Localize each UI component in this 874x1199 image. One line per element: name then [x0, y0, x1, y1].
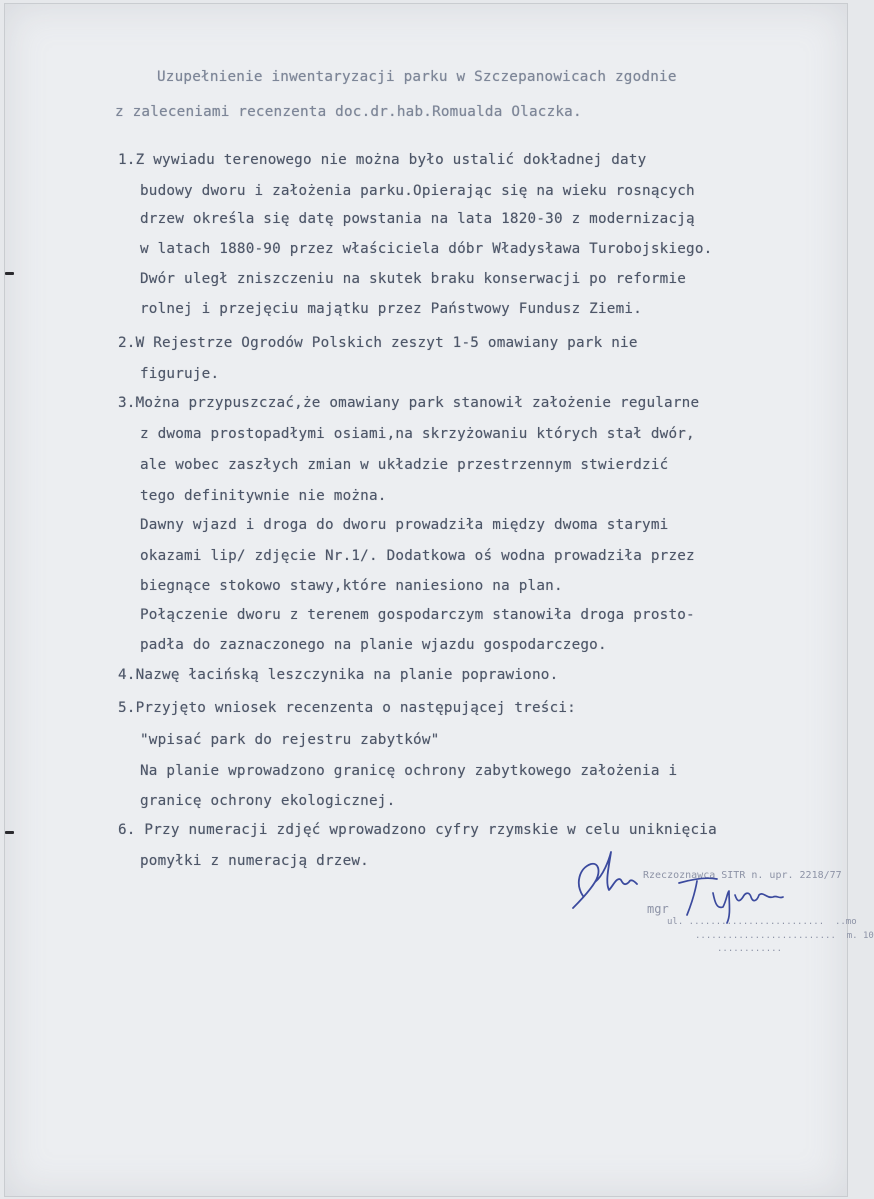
stamp-line-2: mgr	[647, 902, 669, 916]
body-line-2: budowy dworu i założenia parku.Opierając się na wieku rosnących	[140, 183, 695, 199]
body-line-18: 4.Nazwę łacińską leszczynika na planie poprawiono.	[118, 667, 559, 683]
body-line-5: Dwór uległ zniszczeniu na skutek braku konserwacji po reformie	[140, 271, 687, 287]
body-line-12: tego definitywnie nie można.	[140, 488, 387, 504]
stamp-line-4: .......................... m. 10	[695, 931, 874, 941]
signature-initials-icon	[565, 846, 655, 916]
document-page	[4, 3, 874, 1197]
heading-line-2: z zaleceniami recenzenta doc.dr.hab.Romualda Olaczka.	[115, 104, 582, 120]
body-line-21: Na planie wprowadzono granicę ochrony zabytkowego założenia i	[140, 763, 678, 779]
signature-name-icon	[673, 869, 793, 929]
body-line-6: rolnej i przejęciu majątku przez Państwowy Fundusz Ziemi.	[140, 301, 643, 317]
body-line-15: biegnące stokowo stawy,które naniesiono na plan.	[140, 578, 563, 594]
body-line-9: 3.Można przypuszczać,że omawiany park stanowił założenie regularne	[118, 395, 700, 411]
body-line-4: w latach 1880-90 przez właściciela dóbr Władysława Turobojskiego.	[140, 241, 713, 257]
body-line-10: z dwoma prostopadłymi osiami,na skrzyżowaniu których stał dwór,	[140, 426, 695, 442]
body-line-19: 5.Przyjęto wniosek recenzenta o następującej treści:	[118, 700, 576, 716]
body-line-1: 1.Z wywiadu terenowego nie można było ustalić dokładnej daty	[118, 152, 647, 168]
binder-hole-bottom	[5, 831, 14, 834]
body-line-22: granicę ochrony ekologicznej.	[140, 793, 396, 809]
heading-line-1: Uzupełnienie inwentaryzacji parku w Szczepanowicach zgodnie	[157, 69, 677, 85]
body-line-24: pomyłki z numeracją drzew.	[140, 853, 369, 869]
body-line-3: drzew określa się datę powstania na lata 1820-30 z modernizacją	[140, 211, 695, 227]
stamp-line-3: ul. ......................... ..mo	[667, 917, 857, 927]
body-line-14: okazami lip/ zdjęcie Nr.1/. Dodatkowa oś wodna prowadziła przez	[140, 548, 695, 564]
body-line-23: 6. Przy numeracji zdjęć wprowadzono cyfry rzymskie w celu uniknięcia	[118, 822, 717, 838]
body-line-17: padła do zaznaczonego na planie wjazdu gospodarczego.	[140, 637, 607, 653]
binder-hole-top	[5, 272, 14, 275]
body-line-8: figuruje.	[140, 366, 220, 382]
body-line-16: Połączenie dworu z terenem gospodarczym stanowiła droga prosto-	[140, 607, 695, 623]
body-line-11: ale wobec zaszłych zmian w układzie przestrzennym stwierdzić	[140, 457, 669, 473]
body-line-13: Dawny wjazd i droga do dworu prowadziła między dwoma starymi	[140, 517, 669, 533]
body-line-7: 2.W Rejestrze Ogrodów Polskich zeszyt 1-5 omawiany park nie	[118, 335, 638, 351]
stamp-line-1: Rzeczoznawca SITR n. upr. 2218/77	[643, 870, 842, 881]
body-line-20: "wpisać park do rejestru zabytków"	[140, 732, 440, 748]
stamp-line-5: ............	[717, 944, 783, 954]
